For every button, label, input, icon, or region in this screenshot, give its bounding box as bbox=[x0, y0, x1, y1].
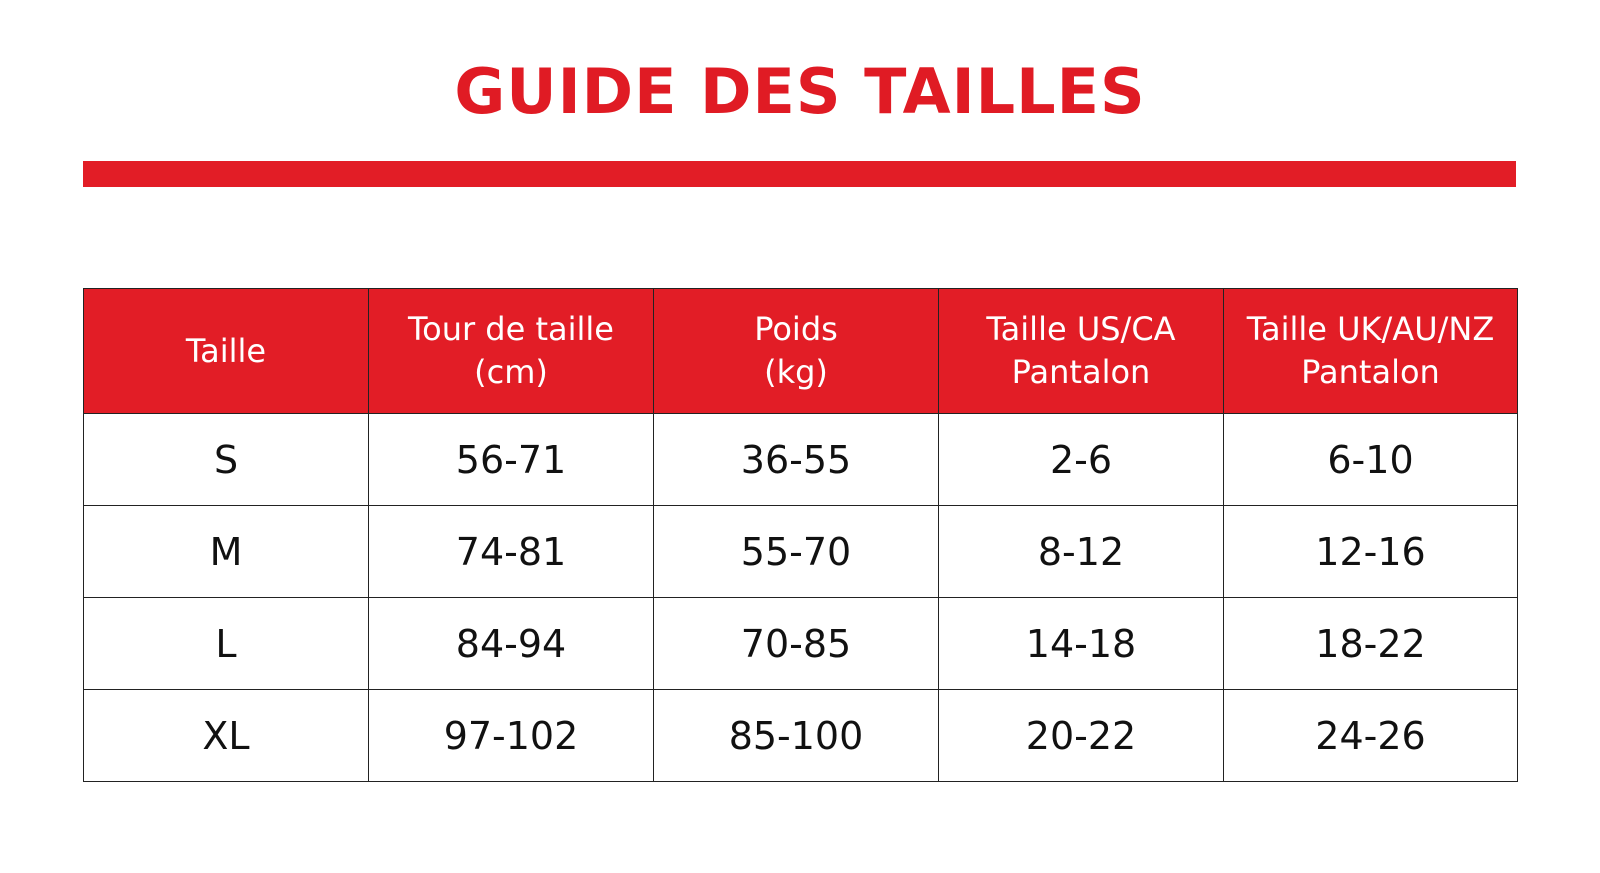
cell-size: XL bbox=[84, 690, 369, 782]
cell-size: S bbox=[84, 414, 369, 506]
header-label: Poids bbox=[754, 310, 838, 348]
cell-waist: 97-102 bbox=[369, 690, 654, 782]
cell-us-ca: 14-18 bbox=[939, 598, 1224, 690]
header-sublabel: Pantalon bbox=[1301, 353, 1440, 391]
table-row bbox=[84, 690, 1518, 782]
header-label: Taille bbox=[185, 331, 267, 370]
header-uk-au-nz-size bbox=[1224, 289, 1518, 414]
cell-uk-au-nz: 18-22 bbox=[1224, 598, 1518, 690]
header-unit: (cm) bbox=[474, 353, 548, 391]
header-label: Tour de taille bbox=[408, 310, 614, 348]
cell-uk-au-nz: 24-26 bbox=[1224, 690, 1518, 782]
cell-weight: 36-55 bbox=[654, 414, 939, 506]
cell-uk-au-nz: 6-10 bbox=[1224, 414, 1518, 506]
cell-size: M bbox=[84, 506, 369, 598]
cell-uk-au-nz: 12-16 bbox=[1224, 506, 1518, 598]
cell-weight: 85-100 bbox=[654, 690, 939, 782]
cell-waist: 56-71 bbox=[369, 414, 654, 506]
header-us-ca-size bbox=[939, 289, 1224, 414]
cell-size: L bbox=[84, 598, 369, 690]
page-title: GUIDE DES TAILLES bbox=[454, 55, 1146, 128]
header-size bbox=[84, 289, 369, 414]
table-row bbox=[84, 414, 1518, 506]
cell-weight: 55-70 bbox=[654, 506, 939, 598]
header-label: Taille UK/AU/NZ bbox=[1246, 310, 1495, 348]
cell-waist: 84-94 bbox=[369, 598, 654, 690]
cell-weight: 70-85 bbox=[654, 598, 939, 690]
cell-us-ca: 8-12 bbox=[939, 506, 1224, 598]
header-waist bbox=[369, 289, 654, 414]
cell-us-ca: 20-22 bbox=[939, 690, 1224, 782]
header-unit: (kg) bbox=[764, 353, 828, 391]
header-label: Taille US/CA bbox=[986, 310, 1176, 348]
size-table bbox=[83, 288, 1518, 782]
table-header-row bbox=[84, 289, 1518, 414]
cell-waist: 74-81 bbox=[369, 506, 654, 598]
cell-us-ca: 2-6 bbox=[939, 414, 1224, 506]
table-row bbox=[84, 598, 1518, 690]
header-sublabel: Pantalon bbox=[1011, 353, 1151, 391]
table-row bbox=[84, 506, 1518, 598]
title-divider bbox=[83, 161, 1516, 187]
header-weight bbox=[654, 289, 939, 414]
